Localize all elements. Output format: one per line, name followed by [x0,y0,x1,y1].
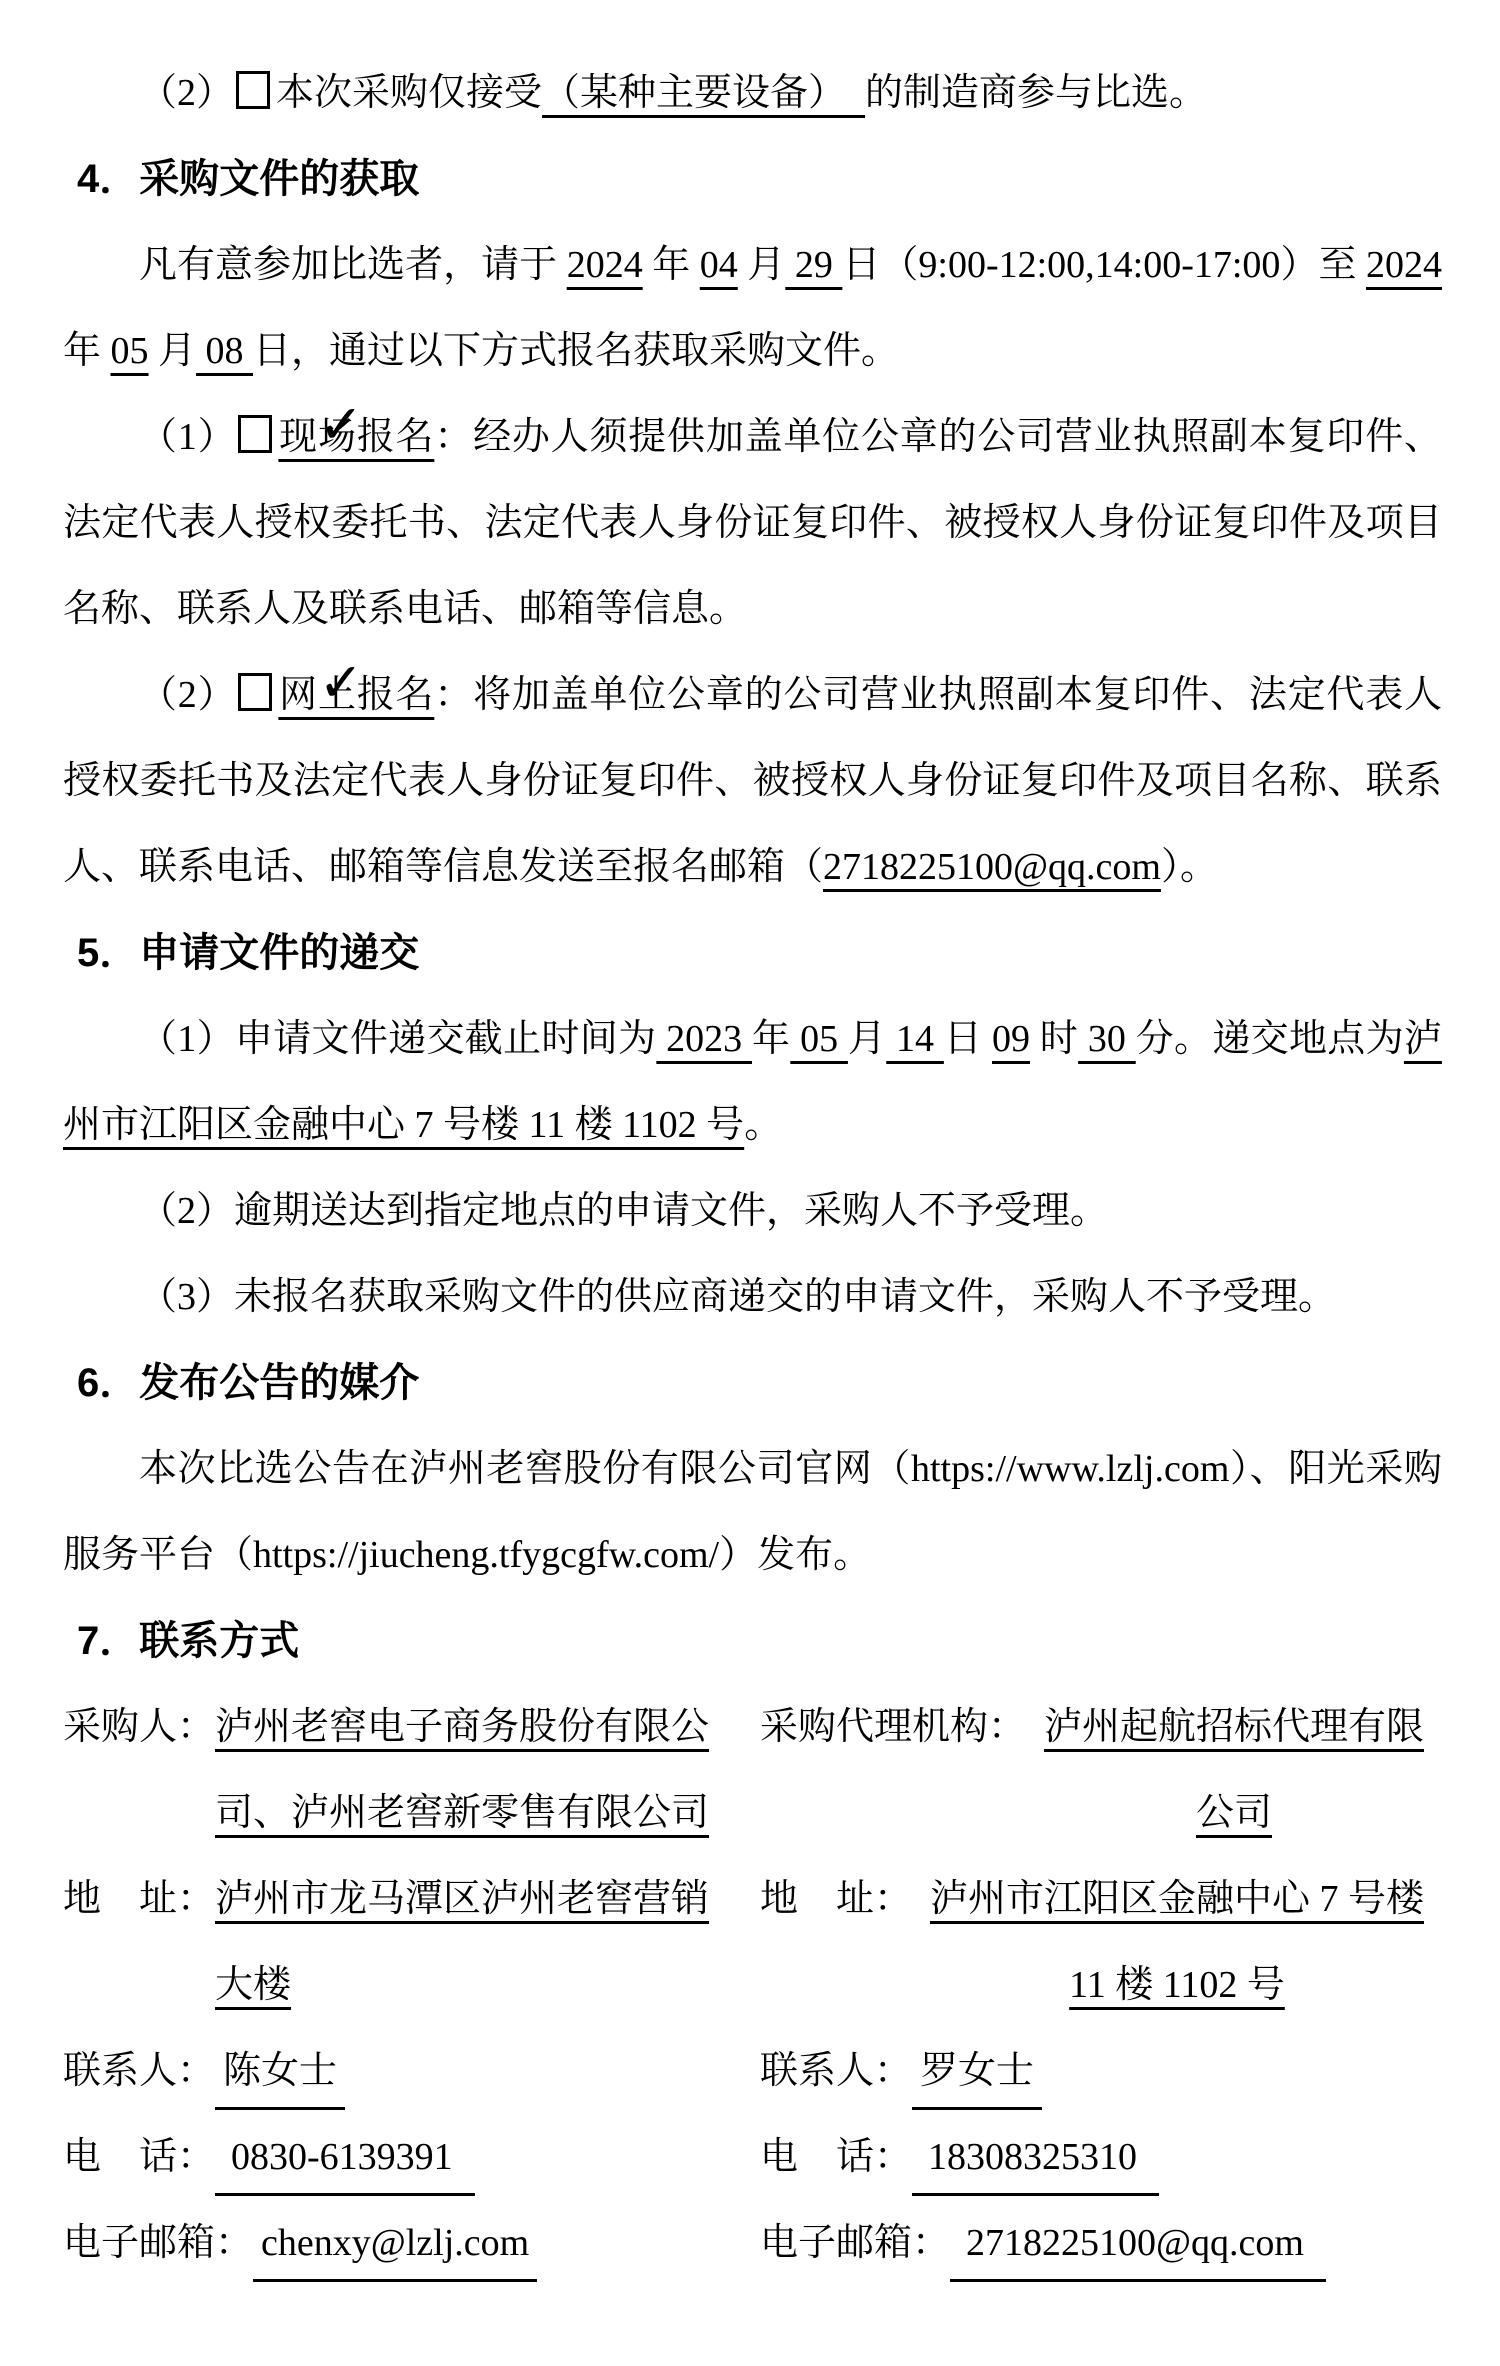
agency-email-value: 2718225100@qq.com [950,2207,1326,2282]
submission-deadline-paragraph [63,996,1442,1168]
text-segment: 年 [63,330,111,372]
late-submission-paragraph: （2）逾期送达到指定地点的申请文件，采购人不予受理。 [139,1190,1109,1232]
underlined-text-segment: （某种主要设备） [542,72,866,114]
buyer-contact-person-label: 联系人： [63,2050,216,2092]
buyer-phone-value: 0830-6139391 [215,2121,475,2196]
text-segment: 本次采购仅接受 [276,72,543,114]
agency-address-label: 地 址： [760,1878,913,1920]
buyer-contact-person-value: 陈女士 [215,2035,345,2110]
underlined-text-segment: 09 [991,1018,1030,1060]
text-segment: （1） [139,416,237,458]
agency-contact-person-label: 联系人： [760,2050,913,2092]
text-segment: 月 [847,1018,887,1060]
registration-period-paragraph [63,222,1442,394]
agency-contact-person-row [760,2028,1442,2114]
buyer-email-label: 电子邮箱： [63,2222,254,2264]
underlined-text-segment: 14 [886,1018,944,1060]
section-7-heading: 7．联系方式 [77,1619,300,1663]
buyer-phone-label: 电 话： [63,2136,216,2178]
agency-row [760,1684,1442,1856]
section-6-heading: 6．发布公告的媒介 [77,1361,420,1405]
agency-address-value: 泸州市江阳区金融中心 7 号楼 11 楼 1102 号 [930,1878,1425,2006]
section-4-heading: 4．采购文件的获取 [77,157,420,201]
buyer-email-row [63,2200,723,2286]
text-segment: （2） [139,674,237,716]
text-segment: ）。 [1160,846,1218,888]
buyer-row [63,1684,723,1856]
text-segment: 日 [943,1018,992,1060]
text-segment: （1）申请文件递交截止时间为 [139,1018,657,1060]
checked-checkbox-icon [238,415,272,453]
text-segment: （2） [139,72,235,114]
text-segment: 年 [642,244,700,286]
text-segment: 日（9:00-12:00,14:00-17:00）至 [842,244,1366,286]
agency-address-row [760,1856,1442,2028]
underlined-text-segment: 04 [699,244,738,286]
text-segment: 月 [737,244,786,286]
underlined-text-segment: 现场报名 [278,416,435,458]
agency-email-row [760,2200,1442,2286]
manufacturer-only-clause [63,50,1442,136]
underlined-text-segment: 泸州市江阳区金融中心 7 号楼 11 楼 1102 号 [63,1018,1442,1146]
agency-phone-value: 18308325310 [912,2121,1159,2196]
agency-phone-row [760,2114,1442,2200]
underlined-text-segment: 29 [785,244,843,286]
buyer-contact-person-row [63,2028,723,2114]
buyer-email-value: chenxy@lzlj.com [253,2207,537,2282]
underlined-text-segment: 2024 [1366,244,1442,286]
text-segment: 日，通过以下方式报名获取采购文件。 [253,330,900,372]
text-segment: 分。递交地点为 [1135,1018,1404,1060]
agency-phone-label: 电 话： [760,2136,913,2178]
text-segment: 的制造商参与比选。 [865,72,1208,114]
agency-value: 泸州起航招标代理有限公司 [1044,1706,1425,1834]
checked-checkbox-icon [238,673,272,711]
agency-contact-column [760,1684,1442,2286]
underlined-text-segment: 05 [110,330,149,372]
announcement-media-paragraph: 本次比选公告在泸州老窖股份有限公司官网（https://www.lzlj.com）、阳光采购服务平台（https://jiucheng.tfygcgfw.com/）发布。 [63,1448,1442,1576]
underlined-text-segment: 30 [1078,1018,1136,1060]
buyer-address-value: 泸州市龙马潭区泸州老窖营销大楼 [215,1878,710,2006]
empty-checkbox-icon [236,71,270,109]
underlined-text-segment: 2024 [566,244,643,286]
text-segment: 年 [751,1018,791,1060]
underlined-text-segment: 05 [790,1018,848,1060]
text-segment: 凡有意参加比选者，请于 [139,244,567,286]
text-segment: 时 [1029,1018,1079,1060]
buyer-phone-row [63,2114,723,2200]
agency-label: 采购代理机构： [760,1706,1027,1748]
contact-info-block [63,1684,1442,2286]
buyer-label: 采购人： [63,1706,216,1748]
buyer-value: 泸州老窖电子商务股份有限公司、泸州老窖新零售有限公司 [215,1706,710,1834]
onsite-registration-paragraph [63,394,1442,652]
section-5-heading: 5．申请文件的递交 [77,931,420,975]
buyer-address-label: 地 址： [63,1878,216,1920]
unregistered-supplier-paragraph: （3）未报名获取采购文件的供应商递交的申请文件，采购人不予受理。 [139,1276,1337,1318]
text-segment: ：将加盖单位公章的公司营业执照副本复印件、法定代表人授权委托书及法定代表人身份证复印件、被授权人身份证复印件及项目名称、联系人、联系电话、邮箱等信息发送至报名邮箱（ [63,674,1442,888]
text-segment: 月 [148,330,197,372]
underlined-text-segment: 08 [196,330,254,372]
underlined-text-segment: 2023 [656,1018,752,1060]
buyer-address-row [63,1856,723,2028]
agency-contact-person-value: 罗女士 [912,2035,1042,2110]
text-segment: ：经办人须提供加盖单位公章的公司营业执照副本复印件、法定代表人授权委托书、法定代表人身份证复印件、被授权人身份证复印件及项目名称、联系人及联系电话、邮箱等信息。 [63,416,1442,630]
online-registration-paragraph [63,652,1442,910]
agency-email-label: 电子邮箱： [760,2222,951,2264]
underlined-text-segment: 网上报名 [278,674,435,716]
text-segment: 。 [744,1104,783,1146]
buyer-contact-column [63,1684,723,2286]
underlined-text-segment: 2718225100@qq.com [823,846,1161,888]
